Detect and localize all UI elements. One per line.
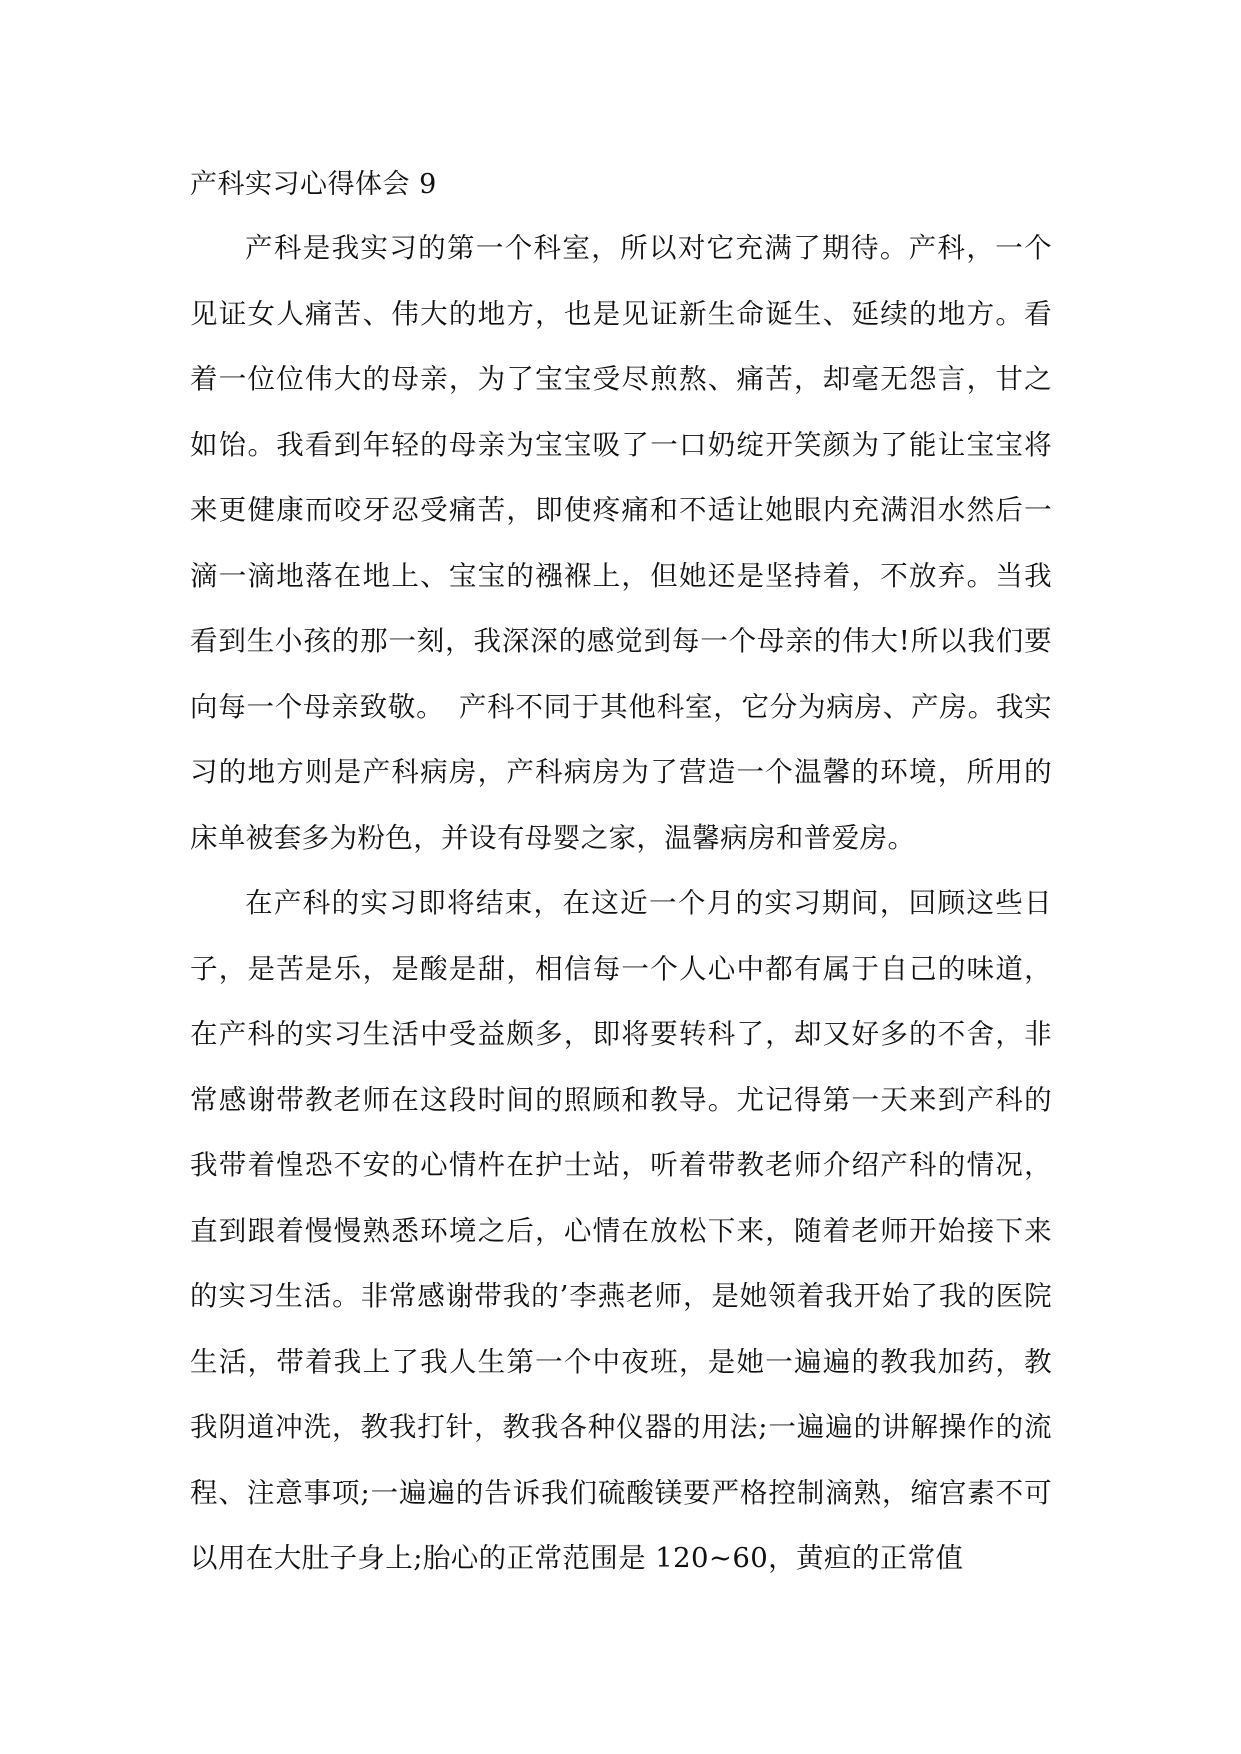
- document-title: 产科实习心得体会 9: [190, 169, 437, 200]
- document-body: [190, 160, 1052, 1592]
- paragraph-1: 产科是我实习的第一个科室，所以对它充满了期待。产科，一个见证女人痛苦、伟大的地方，也是见证新生命诞生、延续的地方。看着一位位伟大的母亲，为了宝宝受尽煎熬、痛苦，却毫无怨言，甘之如饴。我看到年轻的母亲为宝宝吸了一口奶绽开笑颜为了能让宝宝将来更健康而咬牙忍受痛苦，即使疼痛和不适让她眼内充满泪水然后一滴一滴地落在地上、宝宝的襁褓上，但她还是坚持着，不放弃。当我看到生小孩的那一刻，我深深的感觉到每一个母亲的伟大!所以我们要向每一个母亲致敬。 产科不同于其他科室，它分为病房、产房。我实习的地方则是产科病房，产科病房为了营造一个温馨的环境，所用的床单被套多为粉色，并设有母婴之家，温馨病房和普爱房。: [190, 232, 1052, 854]
- paragraph-2: 在产科的实习即将结束，在这近一个月的实习期间，回顾这些日子，是苦是乐，是酸是甜，相信每一个人心中都有属于自己的味道，在产科的实习生活中受益颇多，即将要转科了，却又好多的不舍，非常感谢带教老师在这段时间的照顾和教导。尤记得第一天来到产科的我带着惶恐不安的心情杵在护士站，听着带教老师介绍产科的情况，直到跟着慢慢熟悉环境之后，心情在放松下来，随着老师开始接下来的实习生活。非常感谢带我的’李燕老师，是她领着我开始了我的医院生活，带着我上了我人生第一个中夜班，是她一遍遍的教我加药，教我阴道冲洗，教我打针，教我各种仪器的用法;一遍遍的讲解操作的流程、注意事项;一遍遍的告诉我们硫酸镁要严格控制滴熟，缩宫素不可以用在大肚子身上;胎心的正常范围是 120~60，黄疸的正常值: [190, 887, 1052, 1574]
